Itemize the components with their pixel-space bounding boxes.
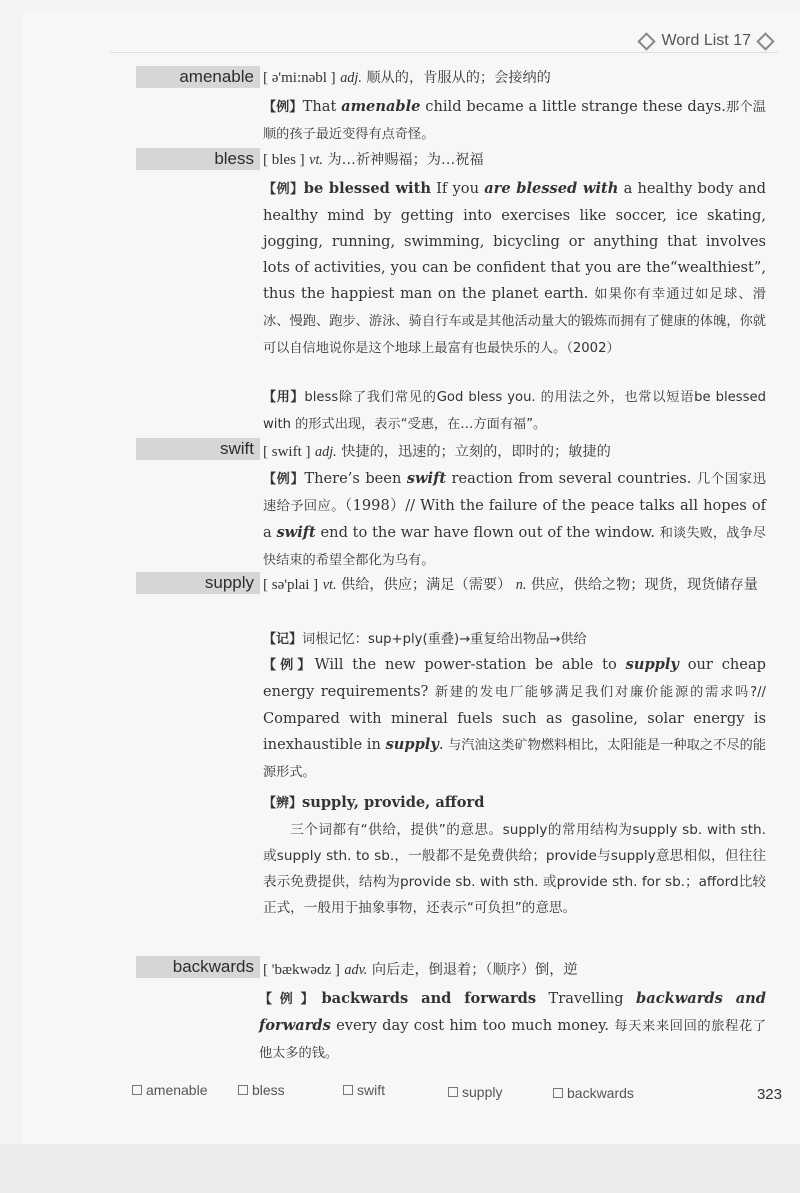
part-of-speech: adj. (340, 70, 362, 86)
checklist-label: backwards (567, 1085, 634, 1101)
meaning: 为…祈神赐福；为…祝福 (327, 152, 484, 168)
checklist-item[interactable] (343, 1082, 385, 1098)
meaning: 向后走，倒退着；（顺序）倒，逆 (371, 962, 578, 978)
distinction-title: supply, provide, afford (302, 794, 485, 811)
checkbox-icon[interactable] (553, 1088, 563, 1098)
memory-note (263, 626, 766, 653)
example-tag: 【例】 (263, 472, 305, 487)
example-translation: 那个温顺的孩子最近变得有点奇怪。 (263, 100, 766, 142)
example-year: （1998）// (344, 497, 421, 514)
definition (263, 440, 770, 464)
definition (263, 66, 770, 90)
meaning: 顺从的，肯服从的；会接纳的 (366, 70, 551, 86)
header-title: Word List 17 (661, 32, 751, 49)
page-bottom-shadow (0, 1144, 800, 1193)
pronunciation: [ sə'plai ] (263, 577, 319, 593)
example-text: That (302, 98, 342, 115)
part-of-speech: adv. (344, 962, 368, 978)
pronunciation: [ swift ] (263, 444, 311, 460)
example (263, 466, 766, 574)
example-translation: 每天来来回回的旅程花了他太多的钱。 (259, 1019, 767, 1061)
example-text: our cheap energy requirements? (263, 656, 766, 700)
example-translation: 新建的发电厂能够满足我们对廉价能源的需求吗?// (434, 685, 766, 700)
example-text: a healthy body and healthy mind by getting into exercises like soccer, ice skating, jogging, running, swimming, bicycling or anything that involves lots of activities, you can be confident that you are the“wealthiest”, thus the happiest man on the planet earth. (263, 180, 766, 302)
distinction-note (263, 790, 766, 921)
checkbox-icon[interactable] (238, 1085, 248, 1095)
example-text: reaction from several countries. (446, 470, 697, 487)
part-of-speech: n. (515, 577, 527, 593)
checklist-label: bless (252, 1082, 285, 1098)
example-translation: 与汽油这类矿物燃料相比，太阳能是一种取之不尽的能源形式。 (263, 738, 766, 780)
example-translation: 如果你有幸通过如足球、滑冰、慢跑、跑步、游泳、骑自行车或是其他活动量大的锻炼而拥有了健康的体魄，你就可以自信地说你是这个地球上最富有也最快乐的人。 (263, 287, 766, 356)
example-tag: 【例】 (263, 100, 303, 115)
diamond-icon (638, 32, 656, 50)
example-phrase: backwards and forwards (321, 990, 537, 1007)
example-keyword: swift (406, 470, 447, 487)
diamond-icon (756, 32, 774, 50)
pronunciation: [ bles ] (263, 152, 305, 168)
example-text: child became a little strange these days. (420, 98, 726, 115)
distinction-text: 三个词都有“供给，提供”的意思。supply的常用结构为supply sb. with sth. 或supply sth. to sb.，一般都不是免费供给；provide与supply意思相似，但往往表示免费提供，结构为provide sb. with sth. 或provide sth. for sb.；afford比较正式，一般用于抽象事物，还表示“可负担”的意思。 (263, 822, 766, 916)
checklist-label: swift (357, 1082, 385, 1098)
example-text: There’s been (304, 470, 407, 487)
usage-text: bless除了我们常见的God bless you. 的用法之外，也常以短语be blessed with 的形式出现，表示“受惠，在…方面有福”。 (263, 390, 766, 432)
checklist-item[interactable] (448, 1084, 502, 1100)
example-keyword: supply (625, 656, 679, 673)
checkbox-icon[interactable] (343, 1085, 353, 1095)
example-text: If you (430, 180, 485, 197)
example-keyword: backwards and forwards (259, 990, 766, 1034)
headword-bless: bless (136, 148, 260, 170)
example-text: end to the war have flown out of the window. (315, 524, 660, 541)
checklist-item[interactable] (553, 1085, 634, 1101)
pronunciation: [ ə'mi:nəbl ] (263, 70, 336, 86)
example (263, 94, 766, 148)
part-of-speech: vt. (322, 577, 337, 593)
usage-tag: 【用】 (263, 390, 305, 405)
checklist-label: supply (462, 1084, 503, 1100)
headword-amenable: amenable (136, 66, 260, 88)
example-text: With the failure of the peace talks all hopes of a (263, 497, 767, 541)
part-of-speech: vt. (309, 152, 323, 168)
checklist-item[interactable] (132, 1082, 208, 1098)
header-rule (110, 52, 778, 53)
meaning: 供应，供给之物；现货，现货储存量 (530, 577, 758, 593)
example (263, 176, 766, 362)
example-tag: 【例】 (263, 658, 315, 673)
example (259, 986, 766, 1067)
distinction-tag: 【辨】 (263, 796, 303, 811)
part-of-speech: adj. (315, 444, 337, 460)
example-text: every day cost him too much money. (330, 1017, 615, 1034)
running-header (640, 32, 772, 50)
meaning: 快捷的，迅速的；立刻的，即时的；敏捷的 (341, 444, 611, 460)
definition (263, 572, 770, 598)
meaning: 供给，供应；满足（需要） (341, 577, 512, 593)
example-translation: 几个国家迅速给予回应。 (263, 472, 766, 514)
checklist-label: amenable (146, 1082, 208, 1098)
headword-backwards: backwards (136, 956, 260, 978)
example-text: Compared with mineral fuels such as gasoline, solar energy is inexhaustible in (263, 710, 766, 753)
example-translation: 和谈失败，战争尽快结束的希望全都化为乌有。 (263, 526, 766, 568)
example-keyword: amenable (341, 98, 421, 115)
example-tag: 【例】 (259, 992, 322, 1007)
example-text: Will the new power-station be able to (314, 656, 626, 673)
headword-supply: supply (136, 572, 260, 594)
checkbox-icon[interactable] (132, 1085, 142, 1095)
example-tag: 【例】 (263, 182, 304, 197)
definition (263, 958, 770, 982)
usage-note (263, 384, 766, 438)
example-keyword: are blessed with (484, 180, 619, 197)
example-text: Travelling (536, 990, 637, 1007)
headword-swift: swift (136, 438, 260, 460)
checklist-item[interactable] (238, 1082, 285, 1098)
example-text: . (438, 736, 449, 753)
checkbox-icon[interactable] (448, 1087, 458, 1097)
memory-tag: 【记】 (263, 632, 303, 647)
example-year: （2002） (566, 341, 620, 356)
memory-text: 词根记忆：sup+ply(重叠)→重复给出物品→供给 (302, 632, 587, 647)
definition (263, 148, 770, 172)
example-phrase: be blessed with (303, 180, 431, 197)
example (263, 652, 766, 786)
example-keyword: swift (276, 524, 316, 541)
pronunciation: [ 'bækwədz ] (263, 962, 340, 978)
page-number: 323 (756, 1086, 782, 1103)
example-keyword: supply (385, 736, 439, 753)
